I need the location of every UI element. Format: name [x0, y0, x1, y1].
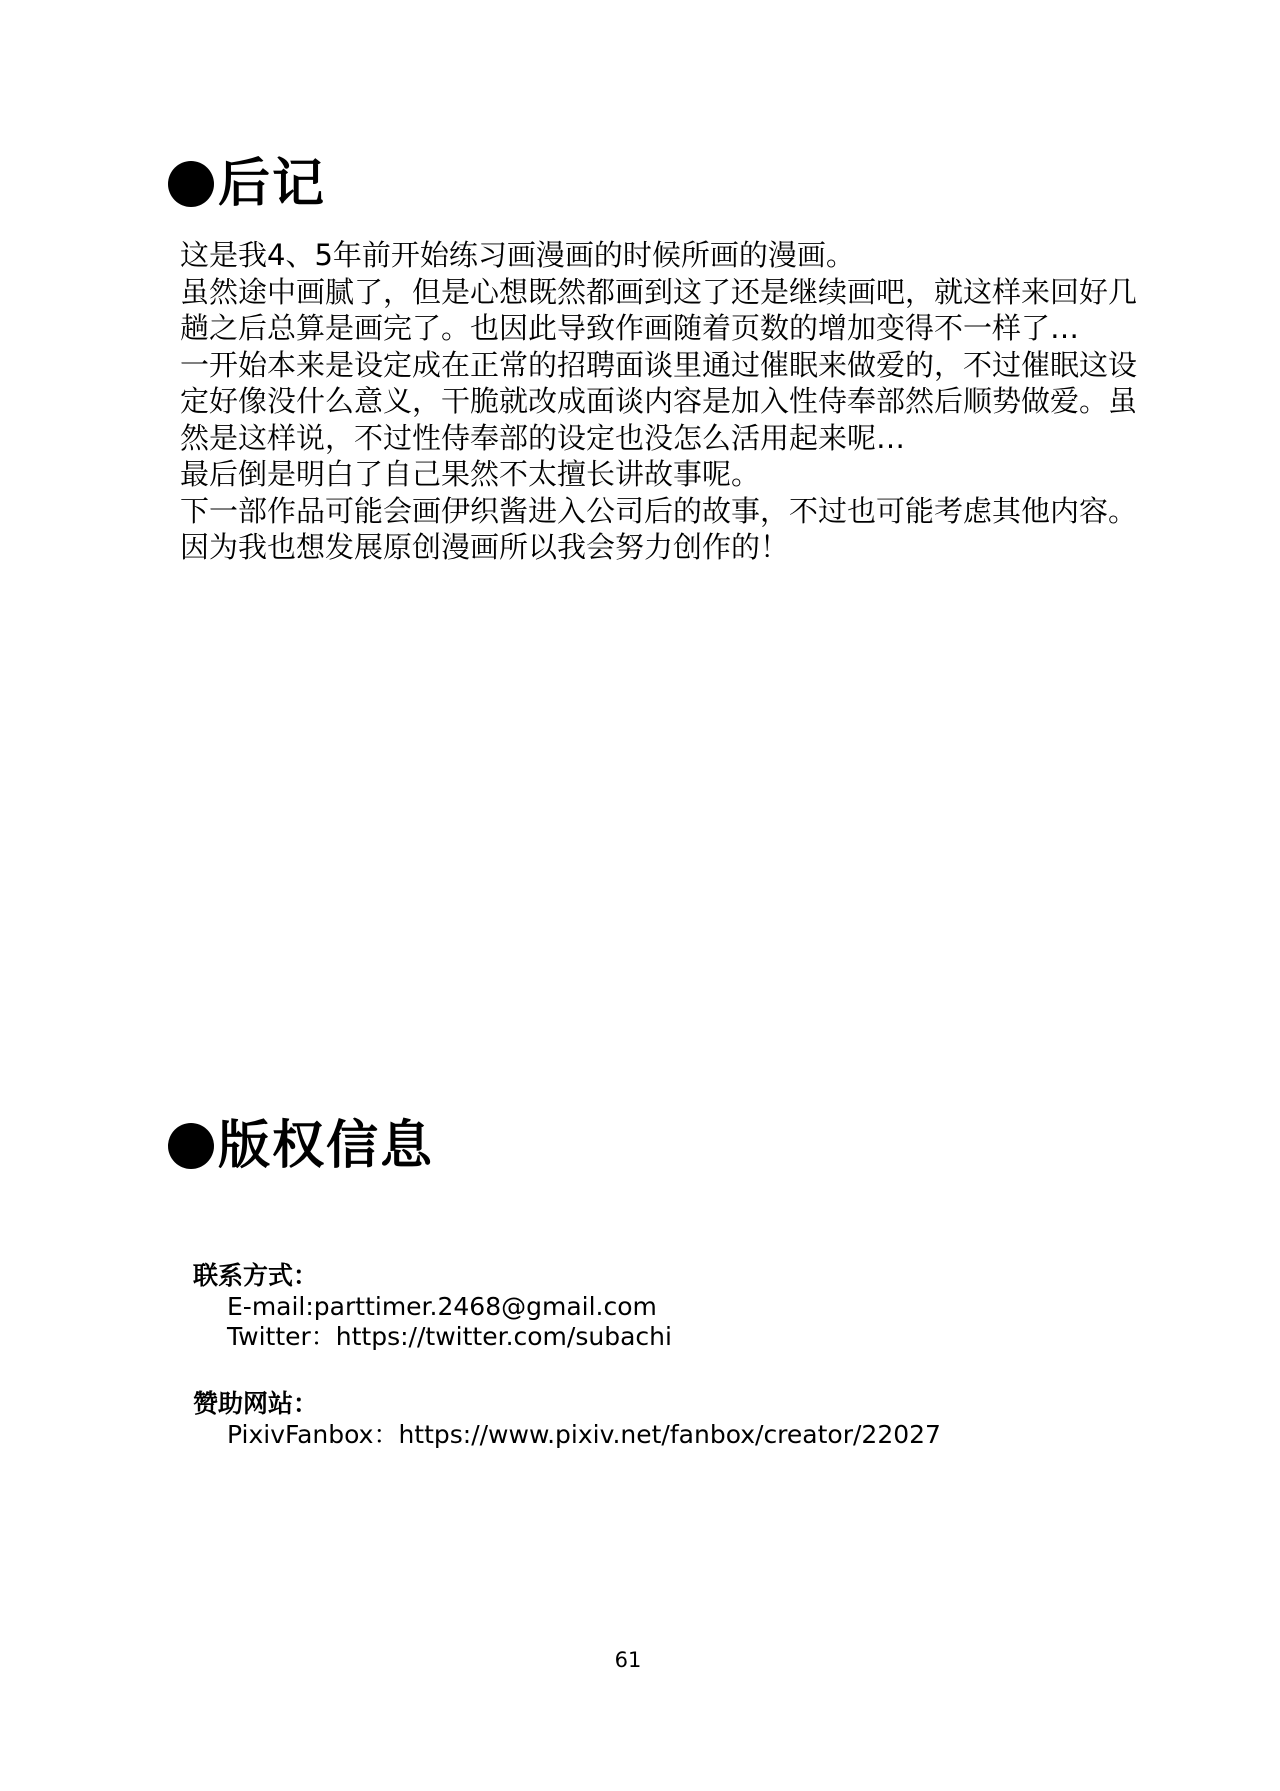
afterword-line: 最后倒是明白了自己果然不太擅长讲故事呢。 — [180, 457, 761, 491]
afterword-line: 因为我也想发展原创漫画所以我会努力创作的！ — [180, 530, 790, 564]
afterword-line: 这是我4、5年前开始练习画漫画的时候所画的漫画。 — [180, 238, 855, 272]
afterword-body — [180, 237, 1180, 566]
twitter-text: Twitter：https://twitter.com/subachi — [227, 1322, 672, 1351]
fanbox-text: PixivFanbox：https://www.pixiv.net/fanbox/creator/22027 — [227, 1420, 941, 1449]
sponsor-section — [193, 1388, 1193, 1450]
email-text: E-mail:parttimer.2468@gmail.com — [227, 1292, 657, 1321]
page-number: 61 — [614, 1648, 642, 1672]
afterword-line: 虽然途中画腻了，但是心想既然都画到这了还是继续画吧，就这样来回好几 — [180, 274, 1138, 309]
afterword-line: 然是这样说，不过性侍奉部的设定也没怎么活用起来呢… — [180, 420, 906, 455]
copyright-heading — [168, 1116, 434, 1176]
contact-section — [193, 1260, 1193, 1352]
contact-label: 联系方式： — [193, 1261, 319, 1290]
afterword-line: 下一部作品可能会画伊织酱进入公司后的故事，不过也可能考虑其他内容。 — [180, 493, 1138, 528]
heading-bullet-icon — [168, 1123, 214, 1169]
copyright-title: 版权信息 — [218, 1116, 435, 1176]
afterword-heading — [168, 154, 326, 214]
heading-bullet-icon — [168, 161, 214, 207]
afterword-title: 后记 — [218, 154, 327, 214]
afterword-line: 定好像没什么意义，干脆就改成面谈内容是加入性侍奉部然后顺势做爱。虽 — [180, 384, 1138, 418]
afterword-line: 一开始本来是设定成在正常的招聘面谈里通过催眠来做爱的，不过催眠这设 — [180, 347, 1138, 382]
sponsor-label: 赞助网站： — [193, 1389, 319, 1418]
afterword-line: 趟之后总算是画完了。也因此导致作画随着页数的增加变得不一样了… — [180, 311, 1080, 345]
